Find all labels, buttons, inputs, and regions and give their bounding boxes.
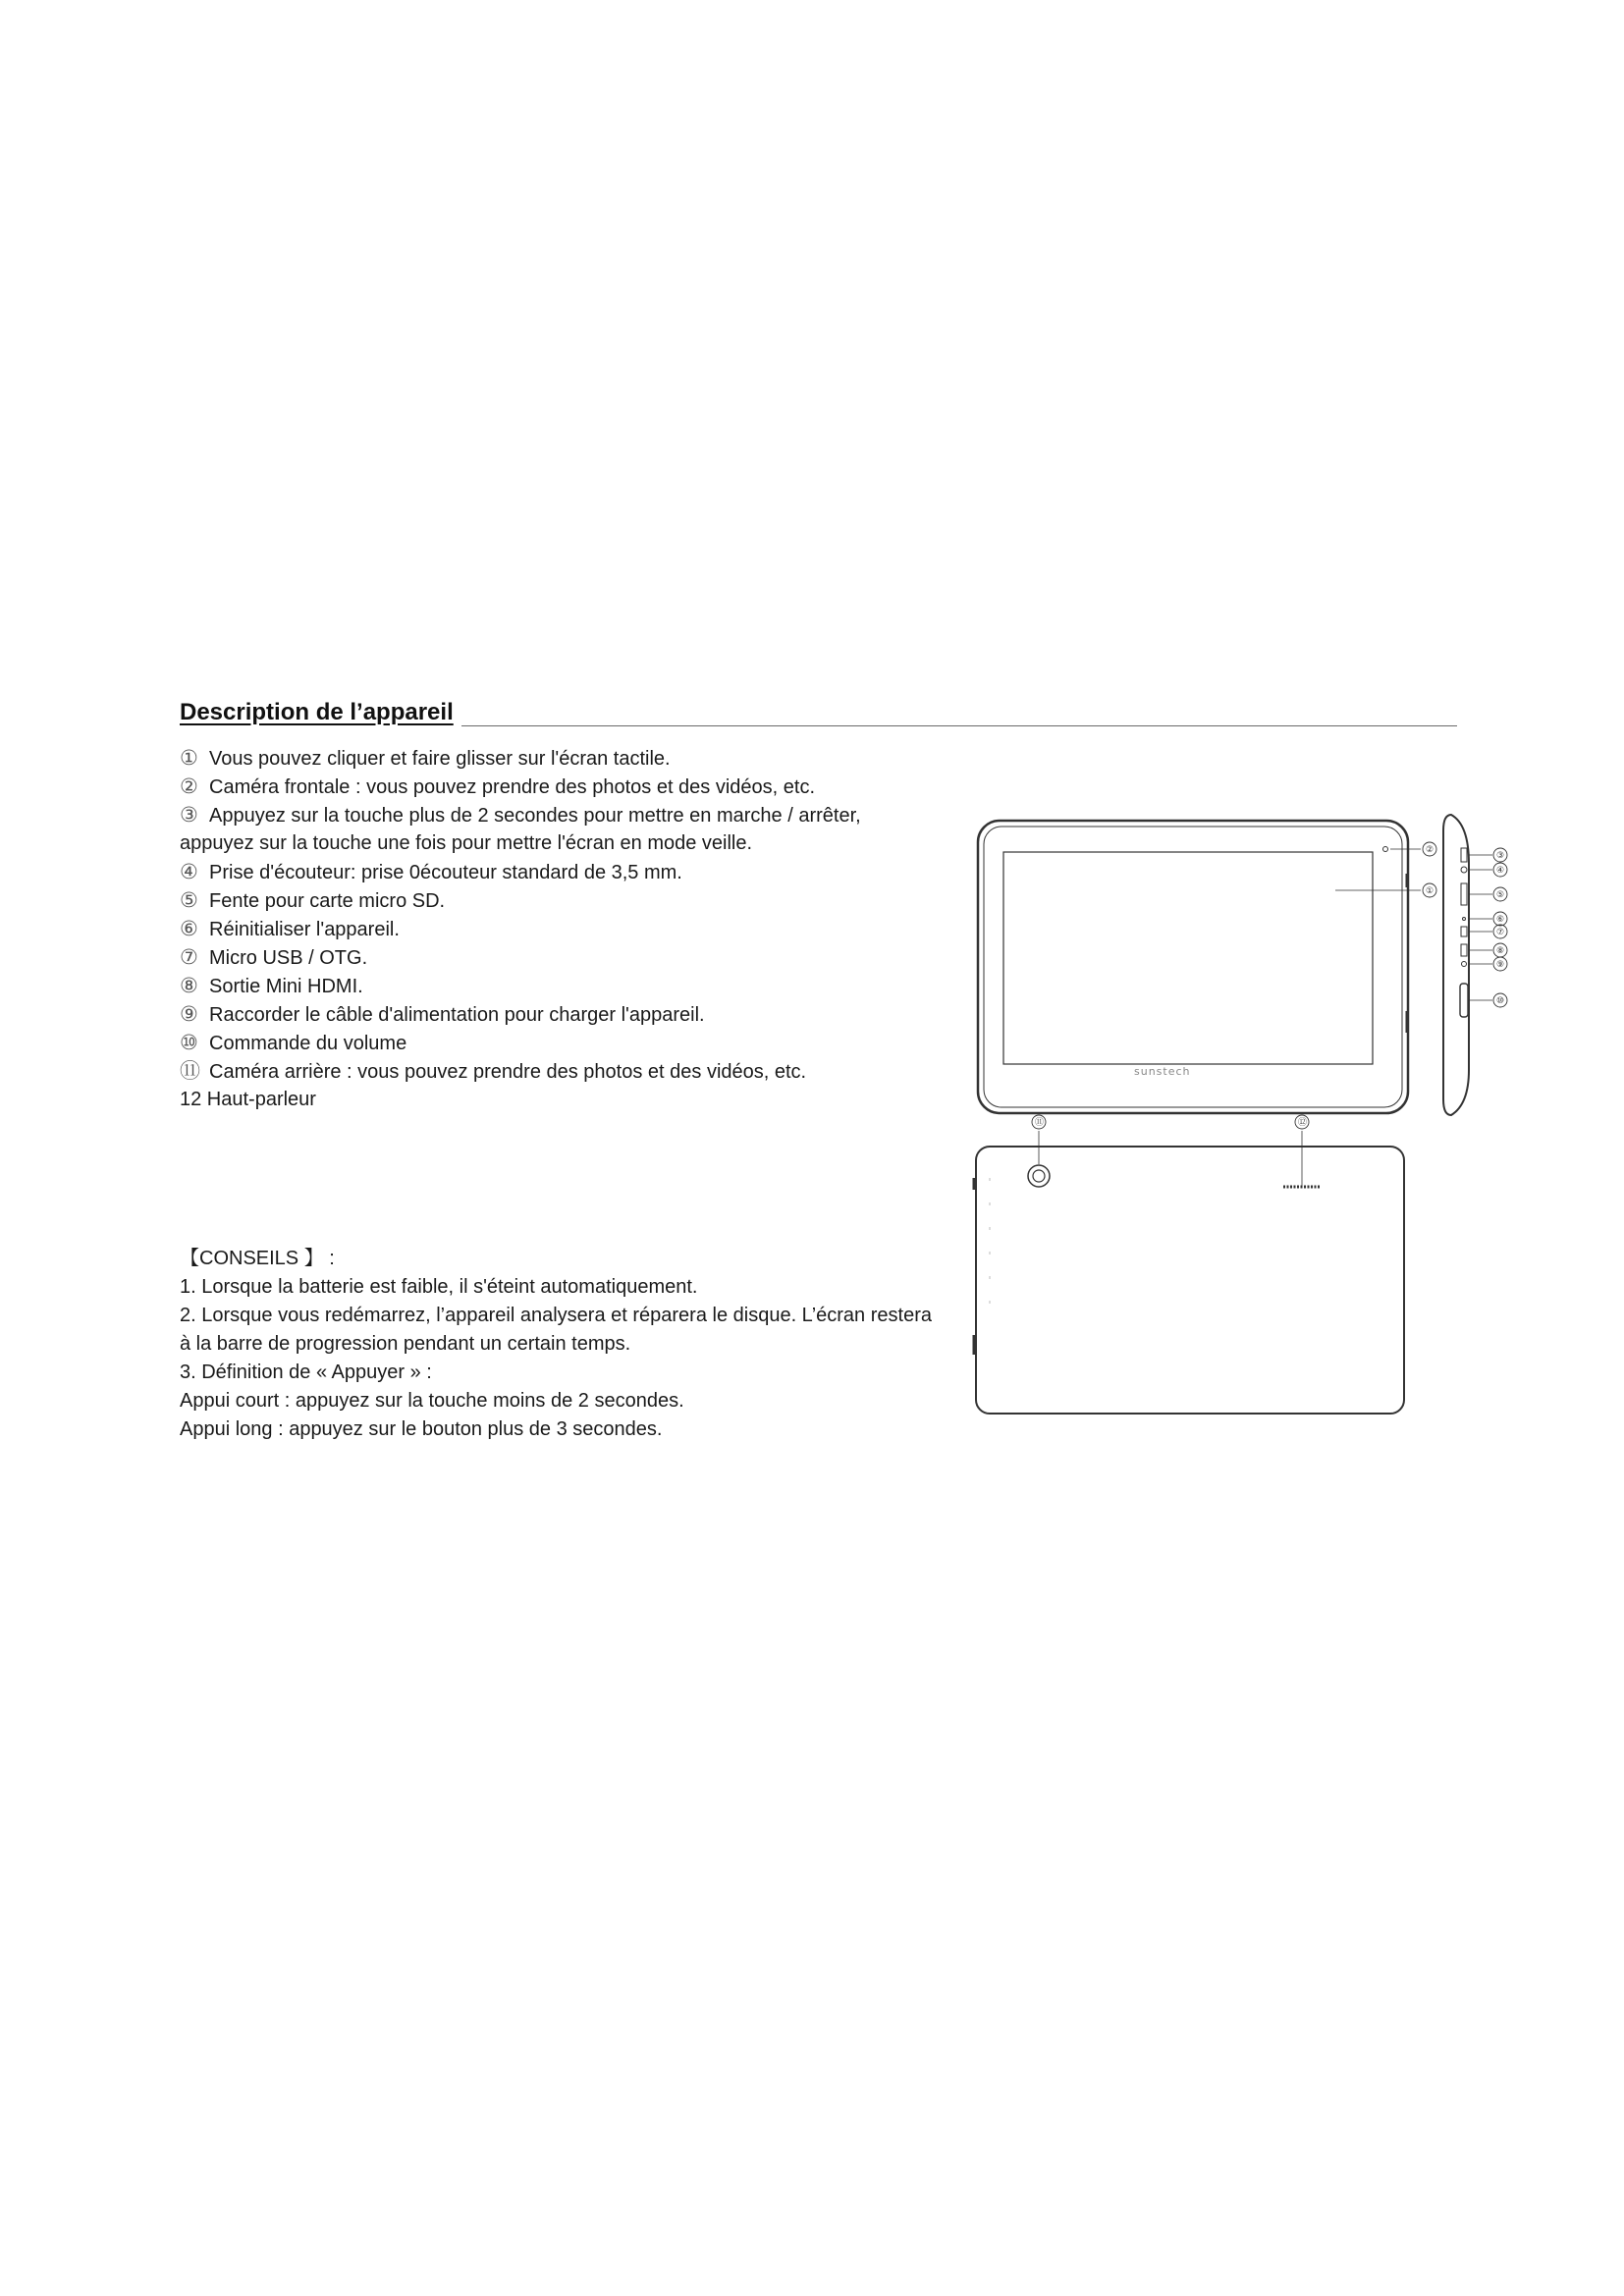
- list-item: [180, 801, 965, 829]
- headphone-jack-icon: [1461, 867, 1467, 873]
- reset-hole-icon: [1463, 918, 1466, 921]
- rear-camera-icon: [1028, 1165, 1050, 1187]
- item-text: Appuyez sur la touche plus de 2 secondes pour mettre en marche / arrêter,: [209, 805, 861, 827]
- callout-2-label: ②: [1426, 845, 1435, 855]
- callout-10-label: ⑩: [1496, 996, 1505, 1006]
- callout-6-label: ⑥: [1496, 915, 1505, 925]
- tablet-back-view: [974, 1115, 1404, 1414]
- list-item: [180, 886, 965, 915]
- callout-1-label: ①: [1426, 886, 1435, 896]
- section-heading: Description de l’appareil: [180, 699, 454, 725]
- volume-rocker-icon: [1460, 984, 1468, 1017]
- tip-line: 2. Lorsque vous redémarrez, l’appareil analysera et réparera le disque. L’écran restera: [180, 1305, 932, 1326]
- list-item: [180, 829, 965, 858]
- tablet-front-outline: [978, 821, 1408, 1113]
- tablet-front-view: [978, 821, 1436, 1113]
- list-item: [180, 858, 965, 886]
- item-number: ⑥: [180, 918, 198, 940]
- item-text: Caméra arrière : vous pouvez prendre des photos et des vidéos, etc.: [209, 1061, 807, 1083]
- callout-11-label: ⑪: [1035, 1118, 1045, 1128]
- list-item: [180, 1057, 965, 1086]
- heading-rule: [461, 725, 1457, 726]
- item-number: ③: [180, 804, 198, 827]
- callout-4-label: ④: [1496, 866, 1505, 876]
- item-number: ⑤: [180, 889, 198, 912]
- tip-line: Appui court : appuyez sur la touche moins de 2 secondes.: [180, 1390, 684, 1412]
- item-text: Micro USB / OTG.: [209, 947, 368, 969]
- brand-logo: sunstech: [1134, 1065, 1191, 1078]
- item-text: Raccorder le câble d'alimentation pour charger l'appareil.: [209, 1004, 705, 1026]
- list-item: [180, 1029, 965, 1057]
- list-item: [180, 773, 965, 801]
- tip-line: 3. Définition de « Appuyer » :: [180, 1362, 432, 1383]
- tips-section: [180, 1245, 955, 1444]
- tablet-diagram-svg: [962, 805, 1542, 1433]
- callout-9-label: ⑨: [1496, 960, 1505, 970]
- rear-camera-lens-icon: [1033, 1170, 1045, 1182]
- item-text: Vous pouvez cliquer et faire glisser sur l'écran tactile.: [209, 748, 671, 770]
- tip-line: 1. Lorsque la batterie est faible, il s'éteint automatiquement.: [180, 1276, 698, 1298]
- item-number: ④: [180, 861, 198, 883]
- list-item: [180, 744, 965, 773]
- callout-7-label: ⑦: [1496, 928, 1505, 937]
- item-text: Caméra frontale : vous pouvez prendre des photos et des vidéos, etc.: [209, 776, 816, 798]
- tip-line: Appui long : appuyez sur le bouton plus de 3 secondes.: [180, 1418, 663, 1440]
- power-button-icon: [1461, 848, 1467, 862]
- item-text: Prise d'écouteur: prise 0écouteur standard de 3,5 mm.: [209, 862, 682, 883]
- item-text: appuyez sur la touche une fois pour mettre l'écran en mode veille.: [180, 832, 753, 854]
- item-text: Commande du volume: [209, 1033, 407, 1054]
- list-item: [180, 1000, 965, 1029]
- sd-slot-icon: [1461, 883, 1467, 905]
- callout-12-label: ⑫: [1298, 1118, 1308, 1128]
- list-item: [180, 943, 965, 972]
- tips-heading: 【CONSEILS 】 :: [180, 1248, 335, 1269]
- tablet-side-outline: [1443, 815, 1469, 1115]
- item-number: ①: [180, 747, 198, 770]
- dc-port-icon: [1462, 962, 1467, 967]
- tablet-front-inner-edge: [984, 827, 1402, 1107]
- device-description-list: [180, 744, 965, 1114]
- item-number: ⑪: [180, 1060, 200, 1083]
- list-item: [180, 972, 965, 1000]
- micro-usb-port-icon: [1461, 927, 1467, 936]
- list-item: [180, 1086, 965, 1114]
- callout-3-label: ③: [1496, 851, 1505, 861]
- item-text: Réinitialiser l'appareil.: [209, 919, 400, 940]
- front-camera-icon: [1383, 847, 1388, 852]
- item-number: ⑩: [180, 1032, 198, 1054]
- tip-line: à la barre de progression pendant un certain temps.: [180, 1333, 631, 1355]
- tablet-diagram: [962, 805, 1542, 1433]
- tablet-screen: [1003, 852, 1373, 1064]
- item-number: ⑧: [180, 975, 198, 997]
- item-text: Fente pour carte micro SD.: [209, 890, 446, 912]
- item-text: Sortie Mini HDMI.: [209, 976, 363, 997]
- mini-hdmi-port-icon: [1461, 944, 1467, 956]
- list-item: [180, 915, 965, 943]
- item-text: 12 Haut-parleur: [180, 1089, 316, 1110]
- item-number: ⑦: [180, 946, 198, 969]
- item-number: ②: [180, 775, 198, 798]
- callout-5-label: ⑤: [1496, 890, 1505, 900]
- item-number: ⑨: [180, 1003, 198, 1026]
- callout-8-label: ⑧: [1496, 946, 1505, 956]
